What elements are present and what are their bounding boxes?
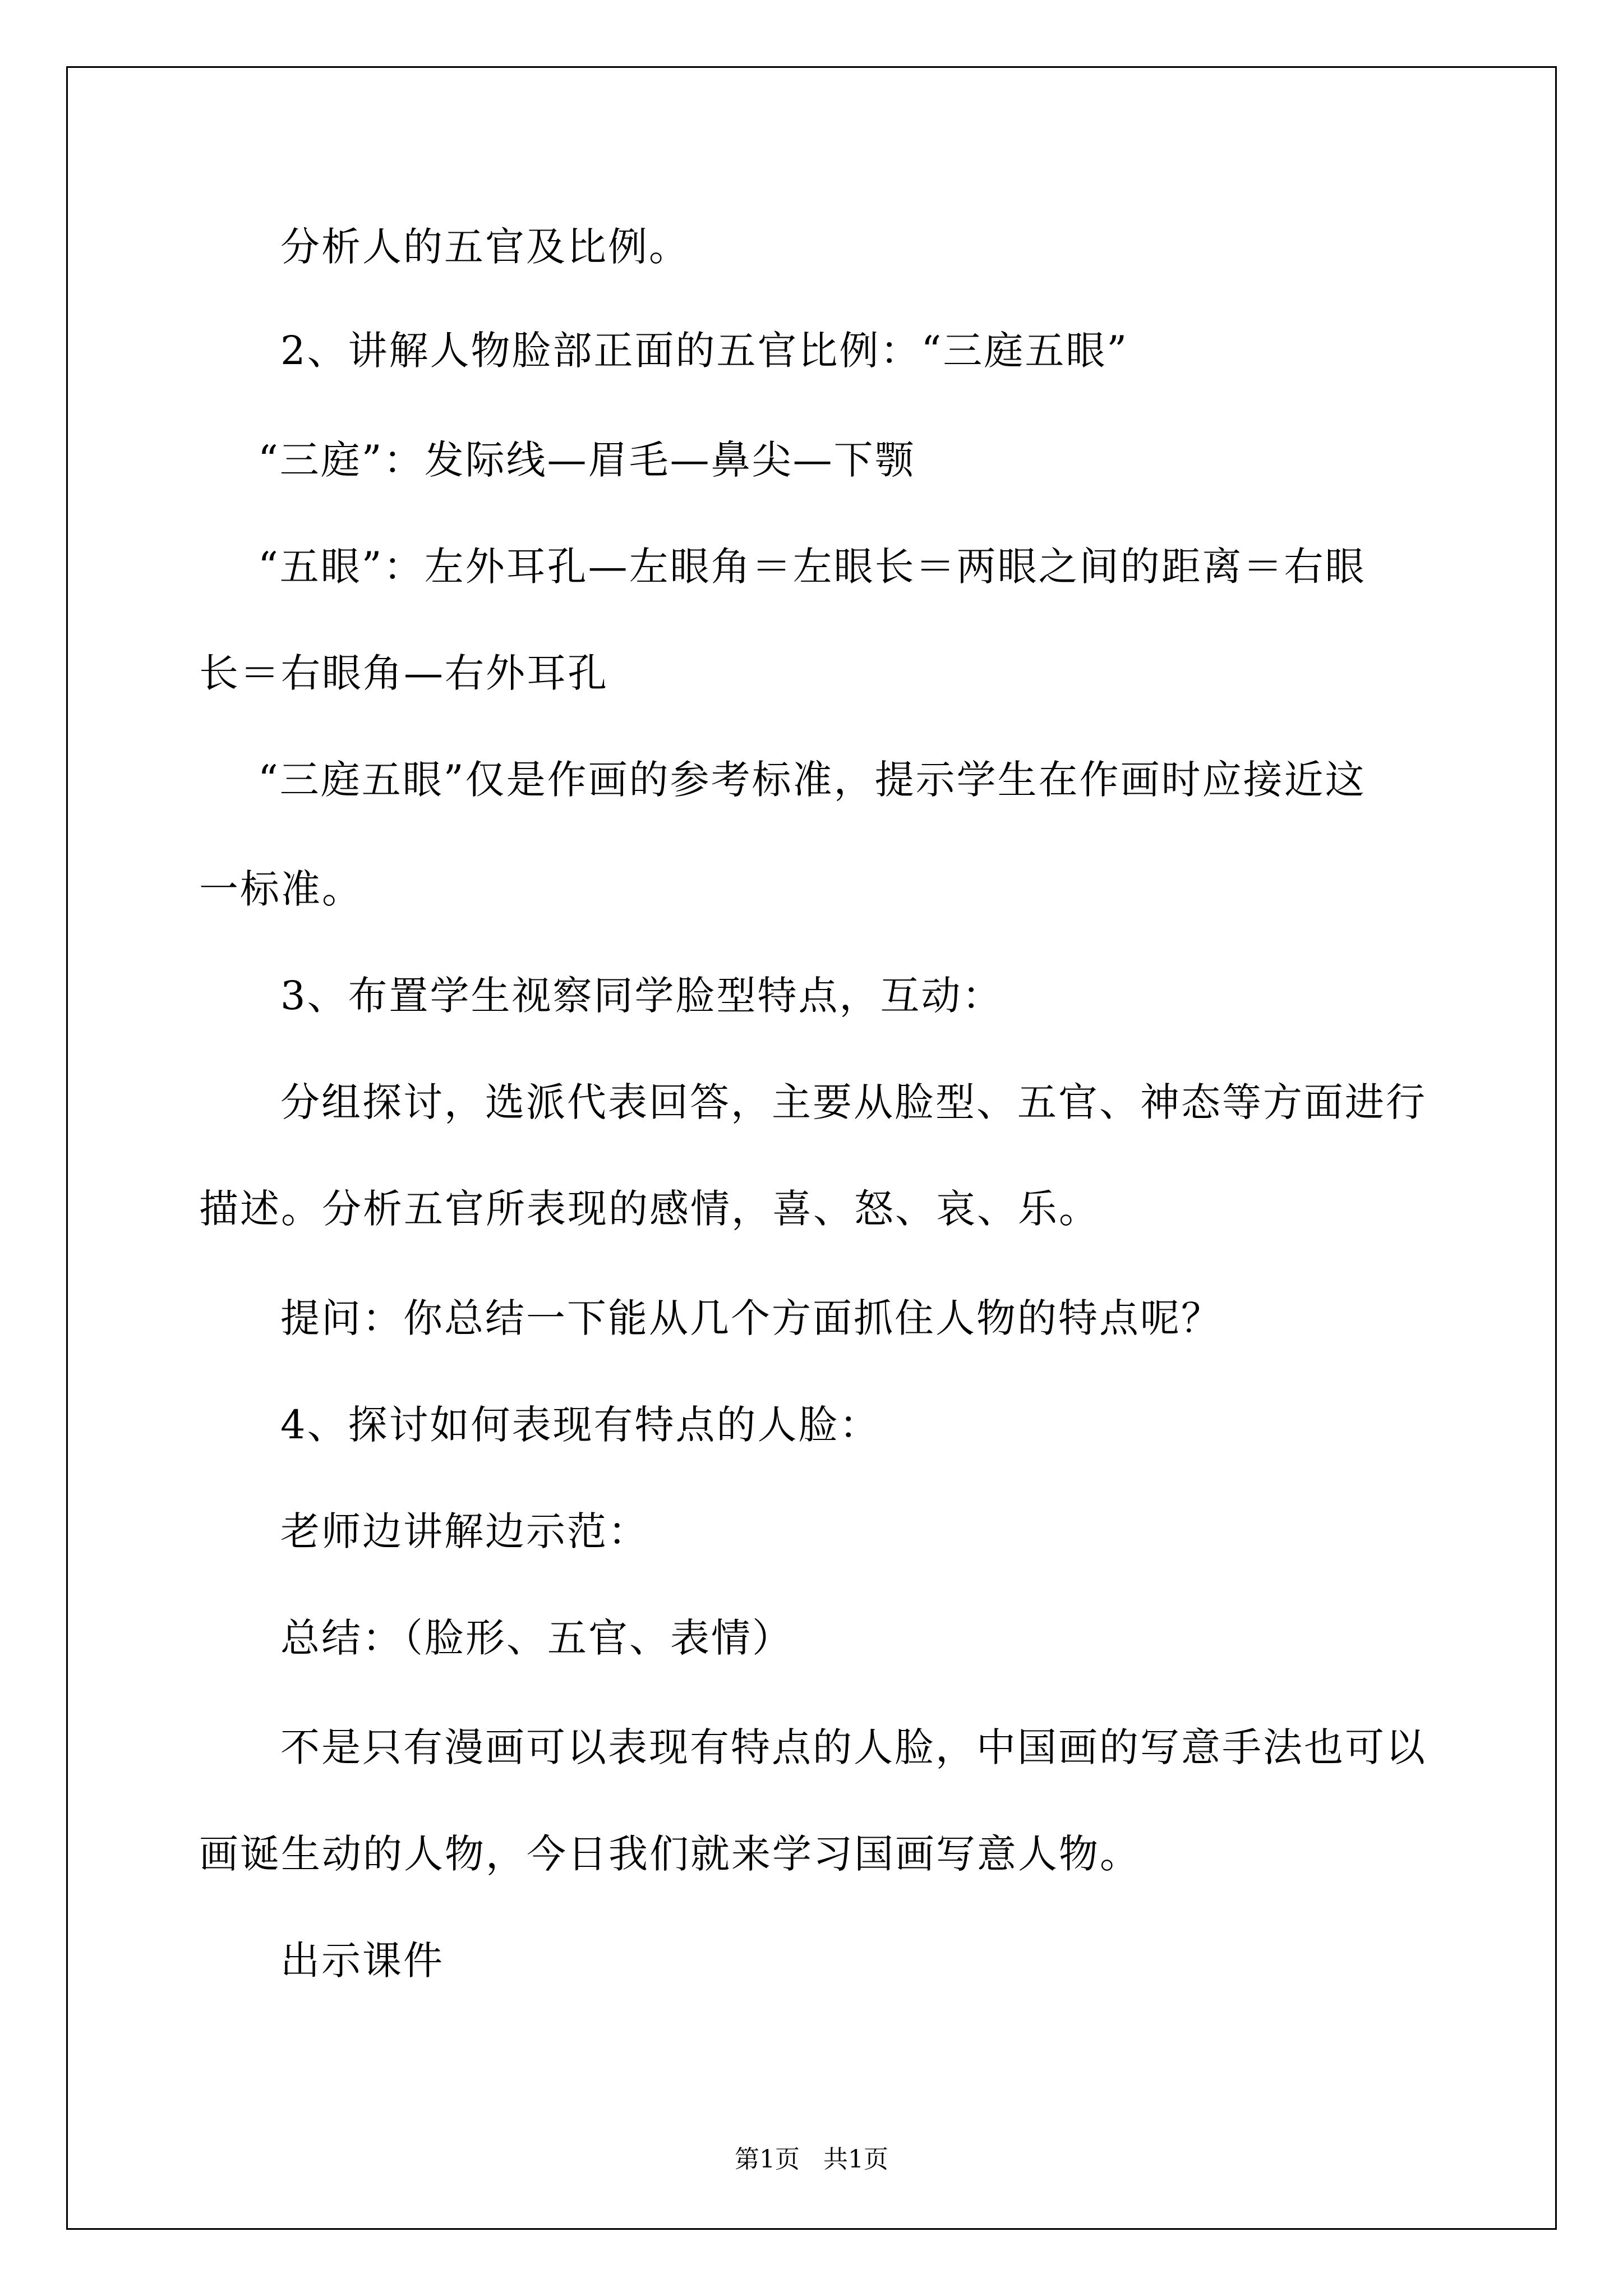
paragraph-line: 出示课件 bbox=[280, 1938, 444, 1984]
paragraph-line: 分组探讨，选派代表回答，主要从脸型、五官、神态等方面进行 bbox=[280, 1079, 1427, 1125]
paragraph-line: 画诞生动的人物，今日我们就来学习国画写意人物。 bbox=[199, 1831, 1141, 1877]
paragraph-line: 不是只有漫画可以表现有特点的人脸，中国画的写意手法也可以 bbox=[280, 1724, 1427, 1770]
paragraph-line: 提问：你总结一下能从几个方面抓住人物的特点呢？ bbox=[280, 1295, 1222, 1341]
paragraph-line: 老师边讲解边示范： bbox=[280, 1508, 649, 1554]
page-footer: 第1页 共1页 bbox=[735, 2145, 888, 2174]
paragraph-line: 2、讲解人物脸部正面的五官比例：“三庭五眼” bbox=[280, 328, 1129, 374]
paragraph-line: “三庭五眼”仅是作画的参考标准，提示学生在作画时应接近这 bbox=[258, 757, 1366, 803]
paragraph-line: 4、探讨如何表现有特点的人脸： bbox=[280, 1402, 880, 1448]
paragraph-line: “五眼”：左外耳孔—左眼角＝左眼长＝两眼之间的距离＝右眼 bbox=[258, 544, 1366, 590]
page-border bbox=[66, 66, 1557, 2230]
paragraph-line: 描述。分析五官所表现的感情，喜、怒、哀、乐。 bbox=[199, 1186, 1100, 1232]
paragraph-line: 分析人的五官及比例。 bbox=[280, 224, 690, 270]
paragraph-line: 一标准。 bbox=[199, 866, 363, 912]
paragraph-line: “三庭”：发际线—眉毛—鼻尖—下颚 bbox=[258, 437, 916, 483]
paragraph-line: 长＝右眼角—右外耳孔 bbox=[199, 650, 608, 696]
paragraph-line: 总结：（脸形、五官、表情） bbox=[280, 1615, 793, 1661]
paragraph-line: 3、布置学生视察同学脸型特点，互动： bbox=[280, 973, 1003, 1019]
